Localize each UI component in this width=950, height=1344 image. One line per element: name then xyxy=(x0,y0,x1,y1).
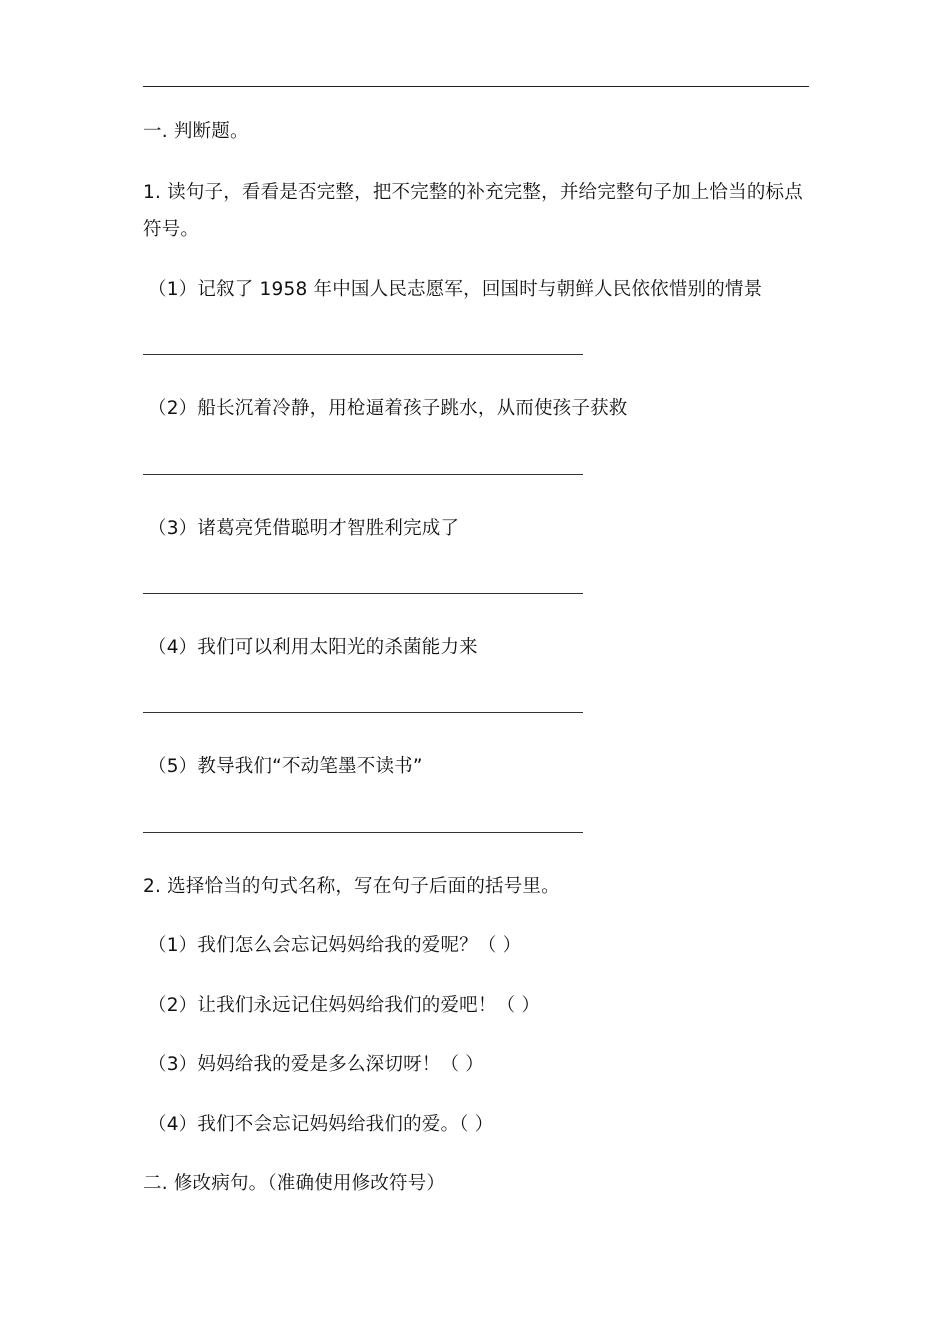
q2-item-2: （2）让我们永远记住妈妈给我们的爱吧！（ ） xyxy=(148,995,541,1016)
q1-item-4: （4）我们可以利用太阳光的杀菌能力来 xyxy=(148,637,478,658)
answer-line-5[interactable] xyxy=(143,832,583,833)
q1-item-2: （2）船长沉着冷静，用枪逼着孩子跳水，从而使孩子获救 xyxy=(148,398,628,419)
section-2-heading: 二. 修改病句。（准确使用修改符号） xyxy=(143,1173,446,1194)
q2-item-4: （4）我们不会忘记妈妈给我们的爱。（ ） xyxy=(148,1114,494,1135)
header-rule xyxy=(143,86,809,87)
section-1-heading: 一. 判断题。 xyxy=(143,121,249,142)
answer-line-2[interactable] xyxy=(143,474,583,475)
question-2-prompt: 2. 选择恰当的句式名称，写在句子后面的括号里。 xyxy=(143,876,560,897)
q1-item-5: （5）教导我们“不动笔墨不读书” xyxy=(148,756,423,777)
q2-item-3: （3）妈妈给我的爱是多么深切呀！（ ） xyxy=(148,1054,484,1075)
question-1-prompt: 1. 读句子，看看是否完整，把不完整的补充完整，并给完整句子加上恰当的标点符号。 xyxy=(143,182,803,240)
q2-item-1: （1）我们怎么会忘记妈妈给我的爱呢？（ ） xyxy=(148,935,522,956)
q1-item-1: （1）记叙了 1958 年中国人民志愿军，回国时与朝鲜人民依依惜别的情景 xyxy=(148,279,763,300)
answer-line-4[interactable] xyxy=(143,712,583,713)
answer-line-3[interactable] xyxy=(143,593,583,594)
answer-line-1[interactable] xyxy=(143,354,583,355)
q1-item-3: （3）诸葛亮凭借聪明才智胜利完成了 xyxy=(148,518,460,539)
